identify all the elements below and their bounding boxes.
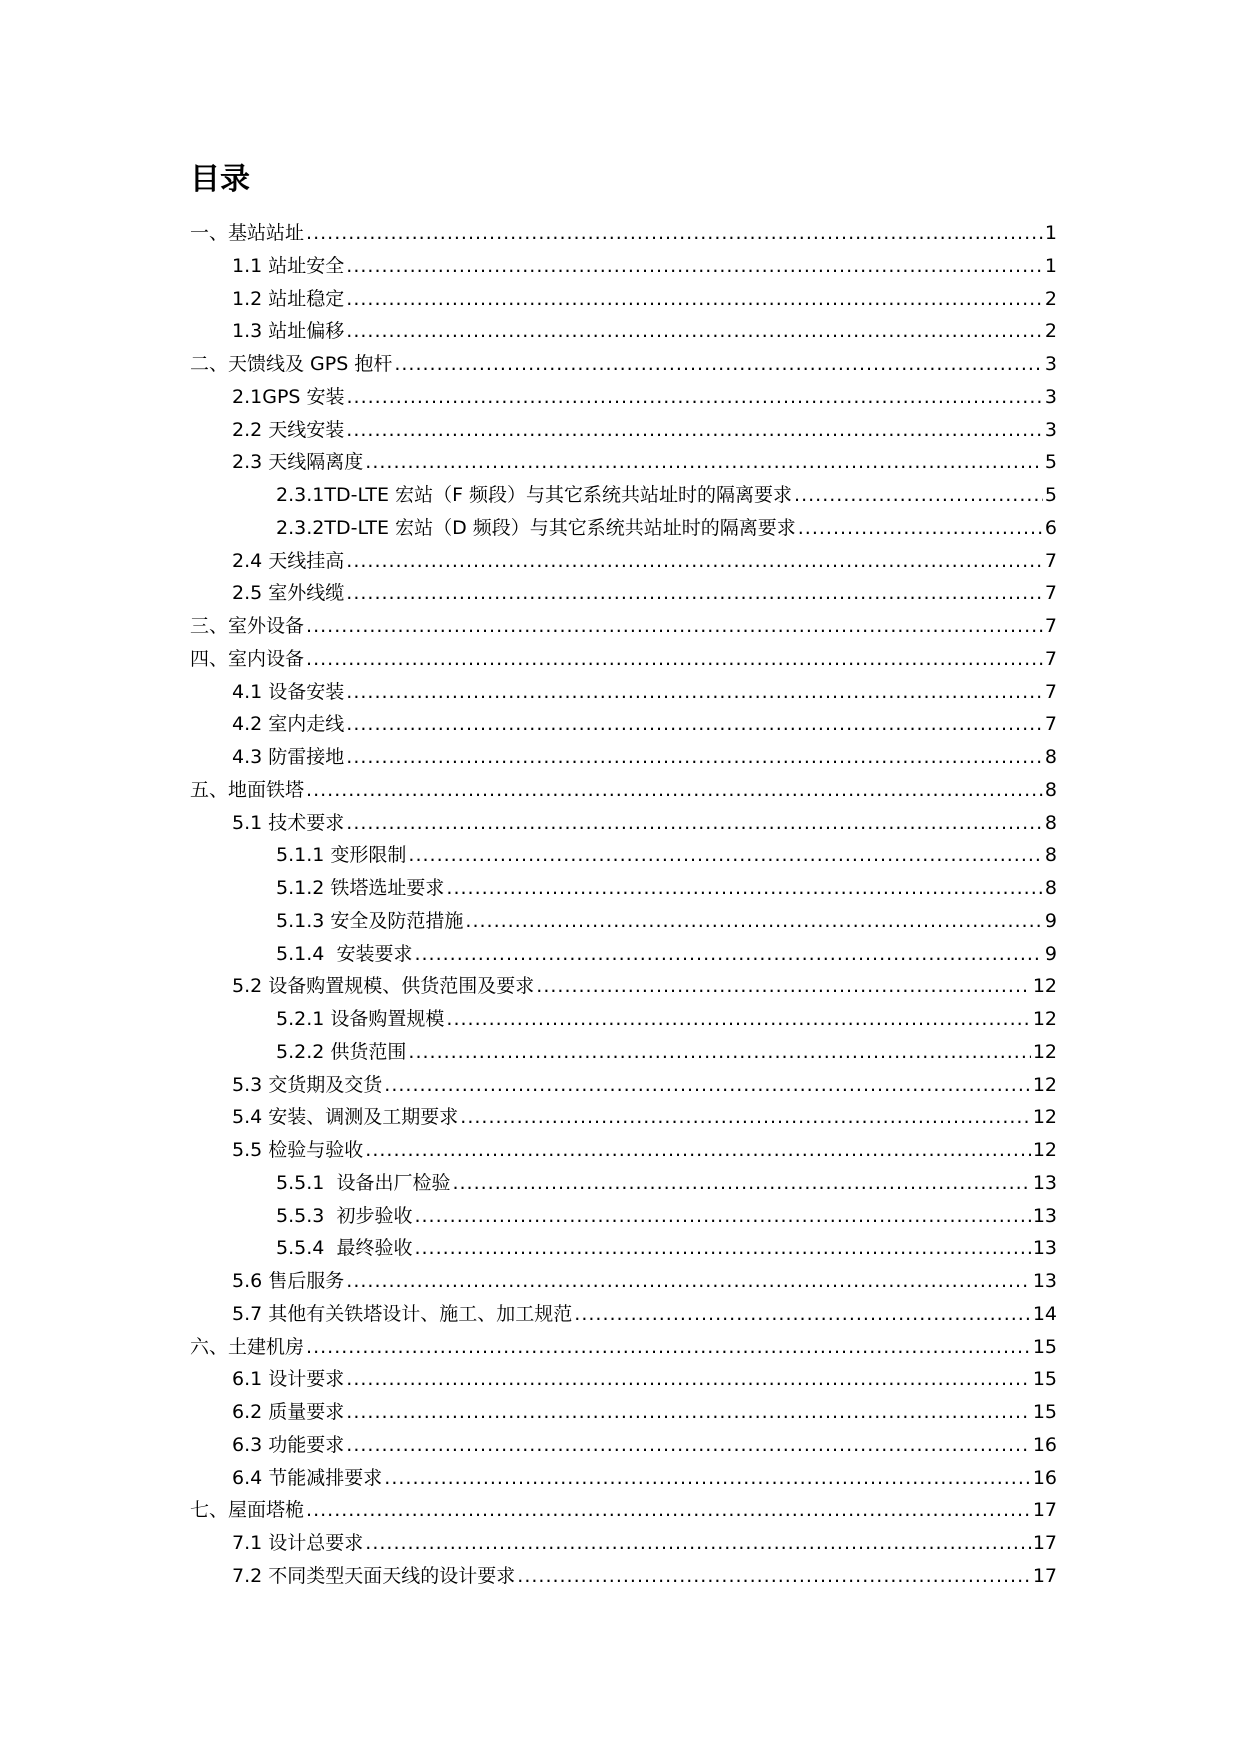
toc-entry[interactable] (190, 1004, 1057, 1037)
toc-entry-number: 五、 (190, 778, 229, 801)
toc-entry-page: 15 (1032, 1368, 1057, 1391)
toc-entry-number: 1.3 (232, 320, 269, 343)
toc-entry[interactable] (190, 1299, 1057, 1332)
toc-entry-page: 3 (1044, 353, 1057, 375)
toc-entry-label: 安装、调测及工期要求 (268, 1106, 459, 1129)
toc-entry[interactable] (190, 382, 1057, 415)
toc-entry[interactable] (190, 1463, 1057, 1496)
dot-leader (306, 779, 1043, 801)
toc-entry-page: 5 (1044, 451, 1057, 474)
toc-entry-label: GPS 安装 (262, 385, 345, 408)
dot-leader (414, 1205, 1030, 1227)
toc-entry-label: 供货范围 (330, 1040, 407, 1063)
toc-entry[interactable] (190, 1332, 1057, 1365)
toc-entry-number: 4.2 (232, 713, 269, 736)
toc-entry[interactable] (190, 644, 1057, 677)
toc-entry-number: 七、 (190, 1499, 229, 1522)
toc-entry-label: 室内走线 (268, 713, 345, 736)
toc-entry-number: 2.3 (232, 451, 269, 474)
toc-entry-number: 5.1.1 (276, 844, 331, 867)
toc-entry-page: 1 (1044, 222, 1057, 244)
dot-leader (346, 582, 1043, 604)
toc-entry[interactable] (190, 1397, 1057, 1430)
toc-entry-page: 5 (1044, 484, 1057, 506)
dot-leader (346, 1270, 1031, 1292)
toc-entry-label: 屋面塔桅 (228, 1499, 305, 1522)
dot-leader (574, 1303, 1031, 1325)
dot-leader (306, 1499, 1031, 1521)
toc-entry-page: 12 (1032, 1106, 1057, 1129)
toc-entry-number: 6.2 (232, 1401, 269, 1423)
toc-entry-number: 5.7 (232, 1302, 269, 1325)
dot-leader (346, 255, 1043, 277)
toc-entry-page: 14 (1032, 1302, 1057, 1325)
dot-leader (365, 451, 1043, 473)
toc-entry-number: 6.4 (232, 1466, 269, 1489)
toc-entry-page: 12 (1032, 1073, 1057, 1096)
dot-leader (536, 975, 1031, 997)
dot-leader (365, 1532, 1031, 1554)
toc-entry[interactable] (190, 251, 1057, 284)
toc-entry[interactable] (190, 775, 1057, 808)
toc-entry[interactable] (190, 1266, 1057, 1299)
toc-entry[interactable] (190, 1070, 1057, 1103)
toc-entry-label: 天馈线及 GPS 抱杆 (228, 353, 393, 375)
dot-leader (306, 222, 1043, 244)
dot-leader (306, 1336, 1031, 1358)
toc-entry-page: 12 (1032, 1139, 1057, 1161)
toc-entry-page: 16 (1032, 1466, 1057, 1489)
toc-entry-number: 5.2.2 (276, 1040, 331, 1063)
toc-entry-page: 8 (1044, 844, 1057, 867)
toc-entry-page: 17 (1032, 1532, 1057, 1554)
toc-entry-label: 安全及防范措施 (330, 909, 464, 932)
toc-entry[interactable] (190, 677, 1057, 710)
dot-leader (346, 746, 1043, 768)
toc-entry-page: 2 (1044, 287, 1057, 310)
toc-entry-number: 5.2 (232, 975, 269, 998)
toc-entry-number: 5.4 (232, 1106, 269, 1129)
toc-entry-label: 土建机房 (228, 1335, 305, 1358)
toc-entry-number: 5.1.3 (276, 909, 331, 932)
dot-leader (798, 517, 1043, 539)
toc-title: 目录 (190, 162, 250, 197)
dot-leader (414, 1237, 1030, 1259)
toc-entry-label: 防雷接地 (268, 746, 345, 768)
toc-entry-page: 7 (1044, 680, 1057, 703)
toc-entry-number: 7.2 (232, 1564, 269, 1587)
toc-entry-label: 天线隔离度 (268, 451, 364, 474)
toc-entry-label: 最终验收 (336, 1237, 413, 1260)
dot-leader (408, 844, 1043, 866)
toc-entry-number: 5.2.1 (276, 1008, 331, 1030)
toc-entry[interactable] (190, 480, 1057, 513)
toc-entry-page: 12 (1032, 1008, 1057, 1030)
toc-entry-label: TD-LTE 宏站（D 频段）与其它系统共站址时的隔离要求 (324, 516, 796, 539)
dot-leader (306, 648, 1043, 670)
dot-leader (346, 713, 1043, 735)
toc-entry[interactable] (190, 218, 1057, 251)
toc-entry-label: 天线安装 (268, 418, 345, 441)
toc-entry-number: 6.3 (232, 1433, 269, 1456)
dot-leader (465, 910, 1043, 932)
toc-entry[interactable] (190, 1430, 1057, 1463)
toc-entry-label: 基站站址 (228, 222, 305, 244)
toc-entry-page: 16 (1032, 1433, 1057, 1456)
toc-entry[interactable] (190, 415, 1057, 448)
toc-entry[interactable] (190, 284, 1057, 317)
dot-leader (346, 1434, 1031, 1456)
toc-entry-page: 17 (1032, 1499, 1057, 1522)
dot-leader (346, 550, 1043, 572)
toc-entry-label: 设计要求 (268, 1368, 345, 1391)
toc-entry-page: 7 (1044, 615, 1057, 637)
toc-entry-label: 设备购置规模、供货范围及要求 (268, 975, 535, 998)
toc-entry-label: 节能减排要求 (268, 1466, 383, 1489)
dot-leader (346, 419, 1043, 441)
toc-entry-number: 5.5.3 (276, 1204, 337, 1227)
toc-entry[interactable] (190, 546, 1057, 579)
toc-entry-number: 1.2 (232, 287, 269, 310)
toc-entry-label: 设计总要求 (268, 1532, 364, 1554)
toc-entry-page: 7 (1044, 549, 1057, 572)
dot-leader (347, 386, 1043, 408)
toc-entry-page: 13 (1032, 1237, 1057, 1260)
dot-leader (346, 1401, 1031, 1423)
dot-leader (384, 1074, 1031, 1096)
toc-entry[interactable] (190, 971, 1057, 1004)
toc-entry-page: 6 (1044, 516, 1057, 539)
toc-entry[interactable] (190, 1135, 1057, 1168)
dot-leader (346, 1368, 1031, 1390)
toc-entry-label: 安装要求 (336, 942, 413, 965)
toc-entry[interactable] (190, 1102, 1057, 1135)
toc-entry-number: 5.5.4 (276, 1237, 337, 1260)
toc-entry-number: 六、 (190, 1335, 229, 1358)
dot-leader (446, 877, 1043, 899)
toc-entry-page: 7 (1044, 647, 1057, 670)
toc-entry-page: 12 (1032, 1040, 1057, 1063)
toc-entry-page: 12 (1032, 975, 1057, 998)
toc-entry-label: 售后服务 (268, 1270, 345, 1292)
toc-entry-number: 2.2 (232, 418, 269, 441)
toc-entry-label: 功能要求 (268, 1433, 345, 1456)
toc-entry[interactable] (190, 349, 1057, 382)
toc-entry-number: 5.1.2 (276, 877, 331, 899)
toc-entry-page: 9 (1044, 942, 1057, 965)
toc-entry-number: 5.5.1 (276, 1171, 337, 1194)
toc-entry-number: 2.3.2 (276, 516, 325, 539)
toc-entry[interactable] (190, 873, 1057, 906)
toc-entry-label: 质量要求 (268, 1401, 345, 1423)
toc-entry-label: 站址偏移 (268, 320, 345, 343)
toc-entry-label: 交货期及交货 (268, 1073, 383, 1096)
toc-entry-label: 地面铁塔 (228, 778, 305, 801)
dot-leader (408, 1041, 1030, 1063)
toc-entry-label: 站址安全 (268, 254, 345, 277)
toc-entry-label: 设备安装 (268, 680, 345, 703)
toc-entry-page: 17 (1032, 1564, 1057, 1587)
toc-entry-page: 13 (1032, 1270, 1057, 1292)
toc-entry[interactable] (190, 1201, 1057, 1234)
toc-entry-page: 8 (1044, 778, 1057, 801)
toc-entry[interactable] (190, 1233, 1057, 1266)
toc-entry[interactable] (190, 316, 1057, 349)
toc-entry-number: 6.1 (232, 1368, 269, 1391)
toc-entry-number: 2.5 (232, 582, 269, 605)
toc-entry-number: 2.3.1 (276, 484, 325, 506)
toc-entry[interactable] (190, 1495, 1057, 1528)
toc-entry-label: 其他有关铁塔设计、施工、加工规范 (268, 1302, 573, 1325)
toc-entry[interactable] (190, 840, 1057, 873)
toc-entry-number: 三、 (190, 615, 229, 637)
toc-entry[interactable] (190, 1528, 1057, 1561)
dot-leader (384, 1467, 1031, 1489)
dot-leader (414, 943, 1042, 965)
table-of-contents (190, 218, 1057, 1594)
toc-entry-number: 5.3 (232, 1073, 269, 1096)
toc-entry-number: 5.1 (232, 811, 269, 834)
toc-entry-number: 7.1 (232, 1532, 269, 1554)
toc-entry-label: 设备出厂检验 (336, 1171, 451, 1194)
dot-leader (365, 1139, 1031, 1161)
toc-entry-number: 5.6 (232, 1270, 269, 1292)
toc-entry-label: 不同类型天面天线的设计要求 (268, 1564, 516, 1587)
toc-entry[interactable] (190, 709, 1057, 742)
toc-entry-label: 室外设备 (228, 615, 305, 637)
dot-leader (794, 484, 1043, 506)
dot-leader (394, 353, 1043, 375)
dot-leader (346, 681, 1043, 703)
toc-entry-number: 2.1 (232, 385, 263, 408)
toc-entry-number: 5.1.4 (276, 942, 337, 965)
toc-entry[interactable] (190, 939, 1057, 972)
toc-entry-page: 8 (1044, 746, 1057, 768)
toc-entry-number: 1.1 (232, 254, 269, 277)
toc-entry-page: 7 (1044, 582, 1057, 605)
toc-entry[interactable] (190, 1037, 1057, 1070)
toc-entry-label: 设备购置规模 (330, 1008, 445, 1030)
toc-entry-label: 变形限制 (330, 844, 407, 867)
toc-entry[interactable] (190, 611, 1057, 644)
dot-leader (346, 288, 1043, 310)
toc-entry[interactable] (190, 742, 1057, 775)
dot-leader (446, 1008, 1030, 1030)
toc-entry-label: 天线挂高 (268, 549, 345, 572)
toc-entry-label: 技术要求 (268, 811, 345, 834)
toc-entry[interactable] (190, 1561, 1057, 1594)
toc-entry-number: 一、 (190, 222, 229, 244)
toc-entry-page: 1 (1044, 254, 1057, 277)
toc-entry-page: 9 (1044, 909, 1057, 932)
toc-entry-page: 2 (1044, 320, 1057, 343)
toc-entry[interactable] (190, 578, 1057, 611)
toc-entry-page: 7 (1044, 713, 1057, 736)
toc-entry-label: 铁塔选址要求 (330, 877, 445, 899)
toc-entry-label: 初步验收 (336, 1204, 413, 1227)
toc-entry-page: 8 (1044, 877, 1057, 899)
dot-leader (452, 1172, 1030, 1194)
toc-entry-label: 站址稳定 (268, 287, 345, 310)
toc-entry-page: 13 (1032, 1171, 1057, 1194)
toc-entry-page: 8 (1044, 811, 1057, 834)
dot-leader (306, 615, 1043, 637)
toc-entry[interactable] (190, 1364, 1057, 1397)
toc-entry[interactable] (190, 808, 1057, 841)
toc-entry-page: 3 (1044, 418, 1057, 441)
toc-entry-number: 4.3 (232, 746, 269, 768)
dot-leader (460, 1106, 1031, 1128)
toc-entry-number: 2.4 (232, 549, 269, 572)
toc-entry[interactable] (190, 906, 1057, 939)
toc-entry-number: 4.1 (232, 680, 269, 703)
toc-entry-label: 检验与验收 (268, 1139, 364, 1161)
toc-entry[interactable] (190, 1168, 1057, 1201)
toc-entry[interactable] (190, 513, 1057, 546)
toc-entry-number: 二、 (190, 353, 229, 375)
toc-entry-page: 15 (1032, 1401, 1057, 1423)
toc-entry[interactable] (190, 447, 1057, 480)
dot-leader (346, 320, 1043, 342)
toc-entry-page: 15 (1032, 1335, 1057, 1358)
toc-entry-label: 室外线缆 (268, 582, 345, 605)
toc-entry-number: 四、 (190, 647, 229, 670)
dot-leader (346, 812, 1043, 834)
toc-entry-number: 5.5 (232, 1139, 269, 1161)
toc-entry-label: 室内设备 (228, 647, 305, 670)
toc-entry-label: TD-LTE 宏站（F 频段）与其它系统共站址时的隔离要求 (324, 484, 793, 506)
toc-entry-page: 13 (1032, 1204, 1057, 1227)
dot-leader (517, 1565, 1031, 1587)
toc-entry-page: 3 (1044, 385, 1057, 408)
